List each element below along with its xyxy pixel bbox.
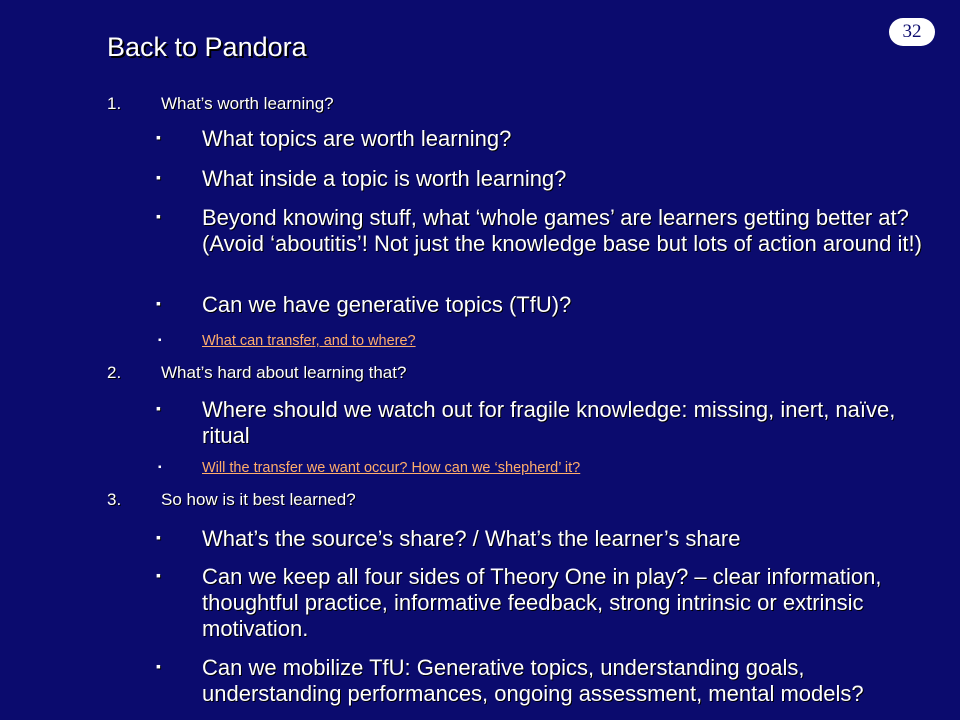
list-item-text: What inside a topic is worth learning? [202, 166, 567, 191]
list-item-text: What’s the source’s share? / What’s the learner’s share [202, 526, 741, 551]
square-bullet-icon: ▪ [156, 529, 161, 545]
square-bullet-icon: ▪ [156, 400, 161, 416]
square-bullet-icon: ▪ [158, 335, 162, 346]
square-bullet-icon: ▪ [156, 295, 161, 311]
section-number: 3. [107, 490, 122, 509]
list-item-text: Can we have generative topics (TfU)? [202, 292, 572, 317]
square-bullet-icon: ▪ [156, 208, 161, 224]
page-number-badge: 32 [889, 18, 935, 46]
list-item-text: Beyond knowing stuff, what ‘whole games’ are learners getting better at? (Avoid ‘aboutitis’! Not just the knowledge base but lots of action around it!) [202, 205, 922, 256]
list-item-text: Can we keep all four sides of Theory One in play? – clear information, thoughtful practice, informative feedback, strong intrinsic or extrinsic motivation. [202, 564, 882, 641]
slide-title: Back to Pandora [107, 32, 307, 62]
square-bullet-icon: ▪ [156, 129, 161, 145]
section-number: 2. [107, 363, 122, 382]
list-item-text: Where should we watch out for fragile knowledge: missing, inert, naïve, ritual [202, 397, 896, 448]
square-bullet-icon: ▪ [156, 169, 161, 185]
list-item-text: What topics are worth learning? [202, 126, 512, 151]
square-bullet-icon: ▪ [158, 462, 162, 473]
square-bullet-icon: ▪ [156, 658, 161, 674]
list-item-text: Can we mobilize TfU: Generative topics, understanding goals, understanding performances, ongoing assessment, mental models? [202, 655, 864, 706]
section-heading-text: What’s hard about learning that? [161, 363, 407, 382]
shepherd-transfer-link[interactable]: Will the transfer we want occur? How can we ‘shepherd’ it? [202, 460, 581, 476]
section-heading-text: What’s worth learning? [161, 94, 334, 113]
square-bullet-icon: ▪ [156, 567, 161, 583]
section-number: 1. [107, 94, 122, 113]
section-heading-text: So how is it best learned? [161, 490, 356, 509]
transfer-link[interactable]: What can transfer, and to where? [202, 333, 416, 349]
